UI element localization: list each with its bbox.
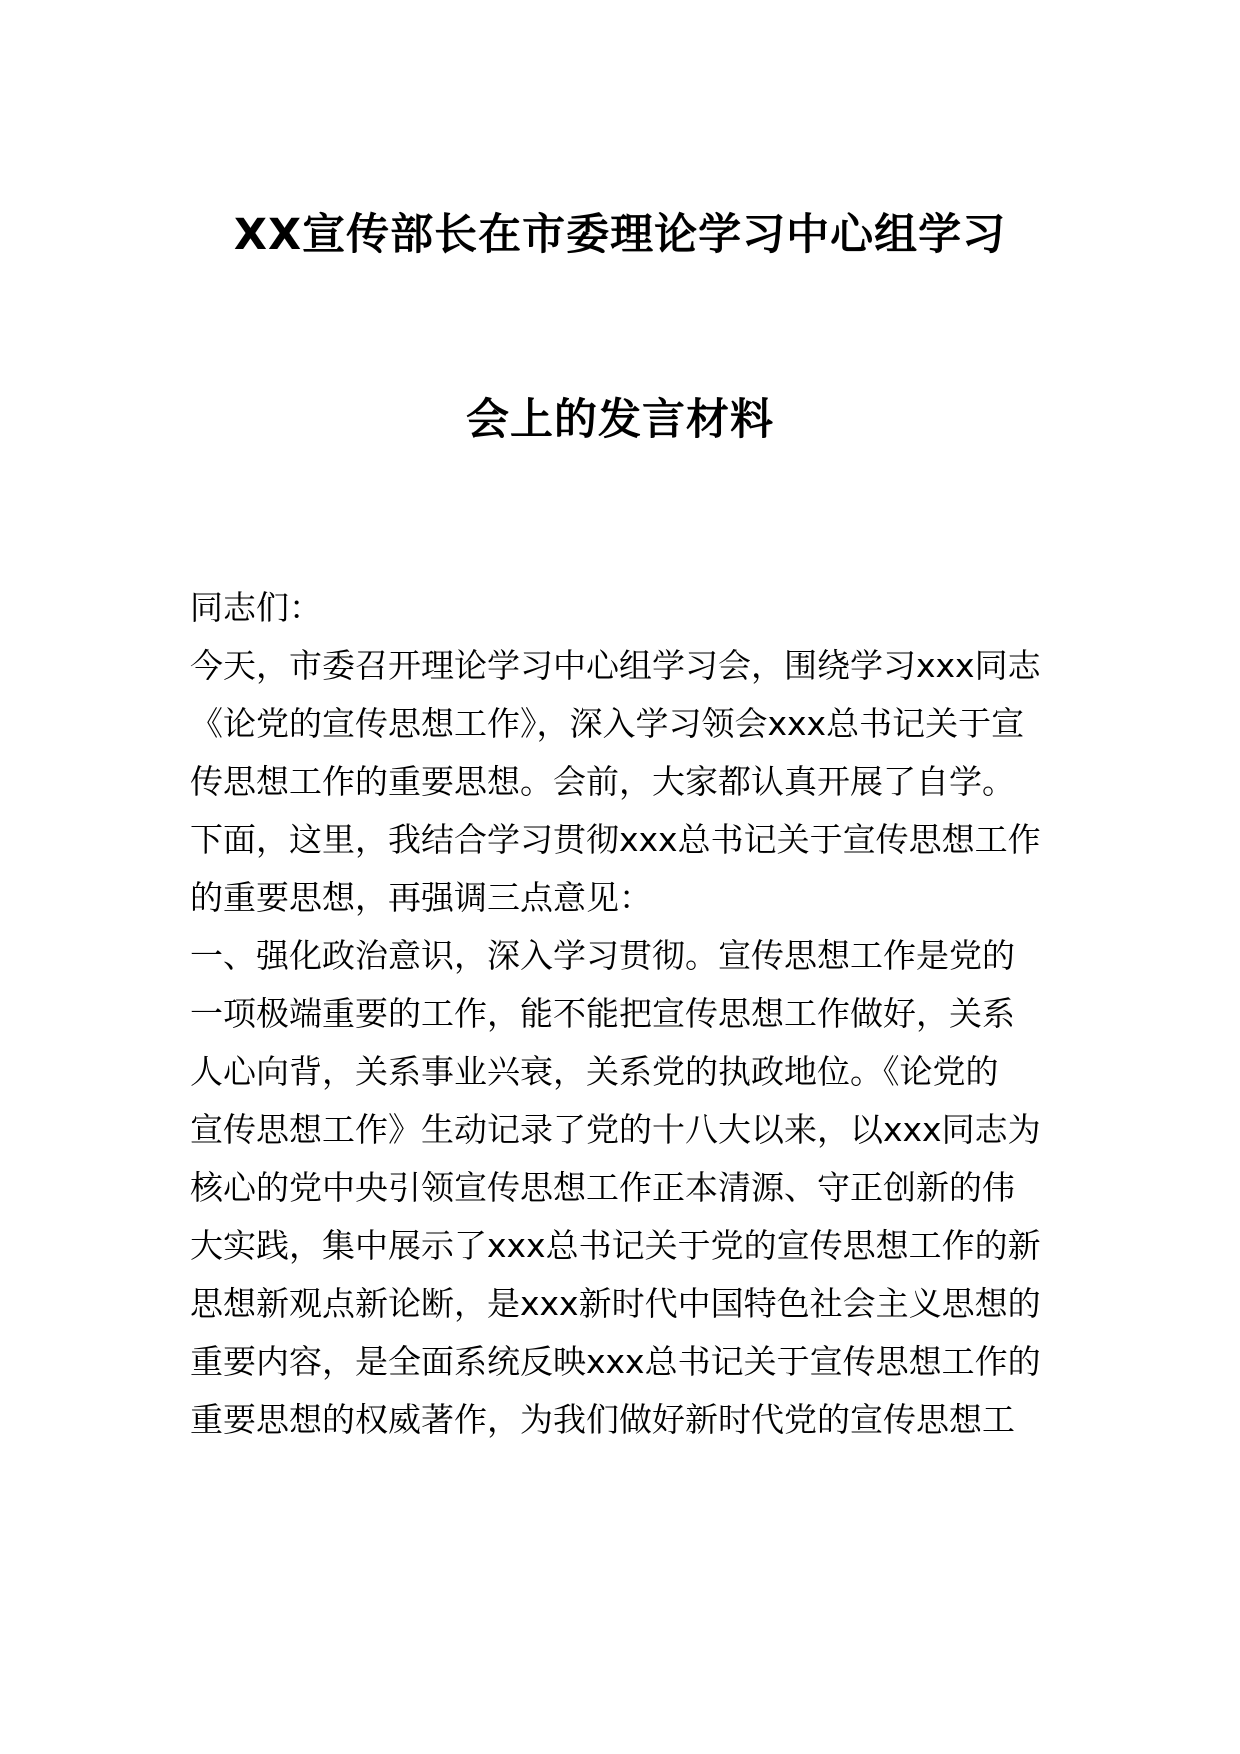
body-line: 的重要思想，再强调三点意见： bbox=[190, 878, 652, 917]
body-line: 大实践，集中展示了xxx总书记关于党的宣传思想工作的新 bbox=[190, 1226, 1041, 1265]
salutation: 同志们： bbox=[190, 588, 322, 627]
body-line: 思想新观点新论断，是xxx新时代中国特色社会主义思想的 bbox=[190, 1284, 1041, 1323]
document-title-line-1: XX宣传部长在市委理论学习中心组学习 bbox=[233, 210, 1007, 260]
body-line: 一项极端重要的工作，能不能把宣传思想工作做好，关系 bbox=[190, 994, 1015, 1033]
body-line: 人心向背，关系事业兴衰，关系党的执政地位。《论党的 bbox=[190, 1052, 999, 1091]
body-line: 重要内容，是全面系统反映xxx总书记关于宣传思想工作的 bbox=[190, 1342, 1041, 1381]
body-line: 重要思想的权威著作，为我们做好新时代党的宣传思想工 bbox=[190, 1400, 1015, 1439]
body-line: 核心的党中央引领宣传思想工作正本清源、守正创新的伟 bbox=[190, 1168, 1015, 1207]
body-line: 下面，这里，我结合学习贯彻xxx总书记关于宣传思想工作 bbox=[190, 820, 1041, 859]
body-line: 传思想工作的重要思想。会前，大家都认真开展了自学。 bbox=[190, 762, 1015, 801]
body-line: 今天，市委召开理论学习中心组学习会，围绕学习xxx同志 bbox=[190, 646, 1041, 685]
document-title-line-2: 会上的发言材料 bbox=[466, 395, 774, 445]
body-line: 《论党的宣传思想工作》，深入学习领会xxx总书记关于宣 bbox=[190, 704, 1025, 743]
section-heading-line: 一、强化政治意识，深入学习贯彻。宣传思想工作是党的 bbox=[190, 936, 1015, 975]
body-line: 宣传思想工作》生动记录了党的十八大以来，以xxx同志为 bbox=[190, 1110, 1041, 1149]
